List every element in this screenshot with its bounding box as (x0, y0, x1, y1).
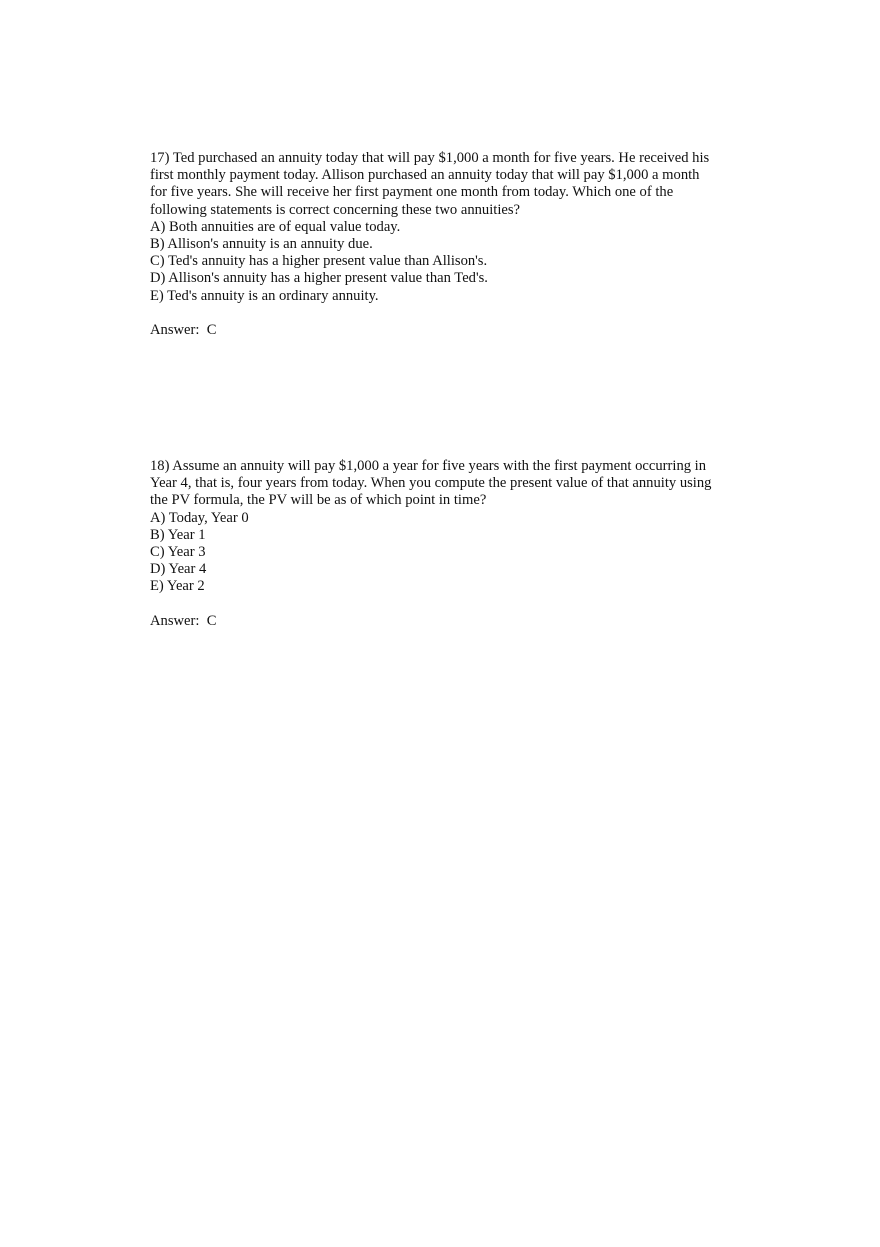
stem-line: 17) Ted purchased an annuity today that will pay $1,000 a month for five years. He received his (150, 150, 710, 166)
stem-line: the PV formula, the PV will be as of which point in time? (150, 492, 487, 509)
stem-line: first monthly payment today. Allison purchased an annuity today that will pay $1,000 a month (150, 167, 700, 184)
answer-key: Answer: C (150, 321, 217, 338)
question-stem (150, 150, 740, 219)
option-e: E) Year 2 (150, 578, 205, 595)
stem-line: for five years. She will receive her first payment one month from today. Which one of the (150, 184, 674, 201)
option-c: C) Year 3 (150, 544, 206, 561)
option-c: C) Ted's annuity has a higher present value than Allison's. (150, 253, 488, 270)
question-17 (150, 150, 740, 339)
option-d: D) Year 4 (150, 561, 207, 578)
option-a: A) Both annuities are of equal value today. (150, 218, 401, 235)
option-d: D) Allison's annuity has a higher present value than Ted's. (150, 270, 488, 287)
stem-line: following statements is correct concerning these two annuities? (150, 201, 521, 218)
option-b: B) Year 1 (150, 526, 206, 543)
option-b: B) Allison's annuity is an annuity due. (150, 236, 373, 253)
question-18 (150, 458, 740, 630)
stem-line: 18) Assume an annuity will pay $1,000 a year for five years with the first payment occurring in (150, 458, 707, 474)
option-e: E) Ted's annuity is an ordinary annuity. (150, 287, 379, 304)
answer-key: Answer: C (150, 612, 217, 629)
question-stem (150, 458, 740, 510)
answer-options (150, 510, 740, 596)
option-a: A) Today, Year 0 (150, 509, 249, 526)
stem-line: Year 4, that is, four years from today. When you compute the present value of that annuity using (150, 475, 712, 492)
answer-options (150, 219, 740, 305)
